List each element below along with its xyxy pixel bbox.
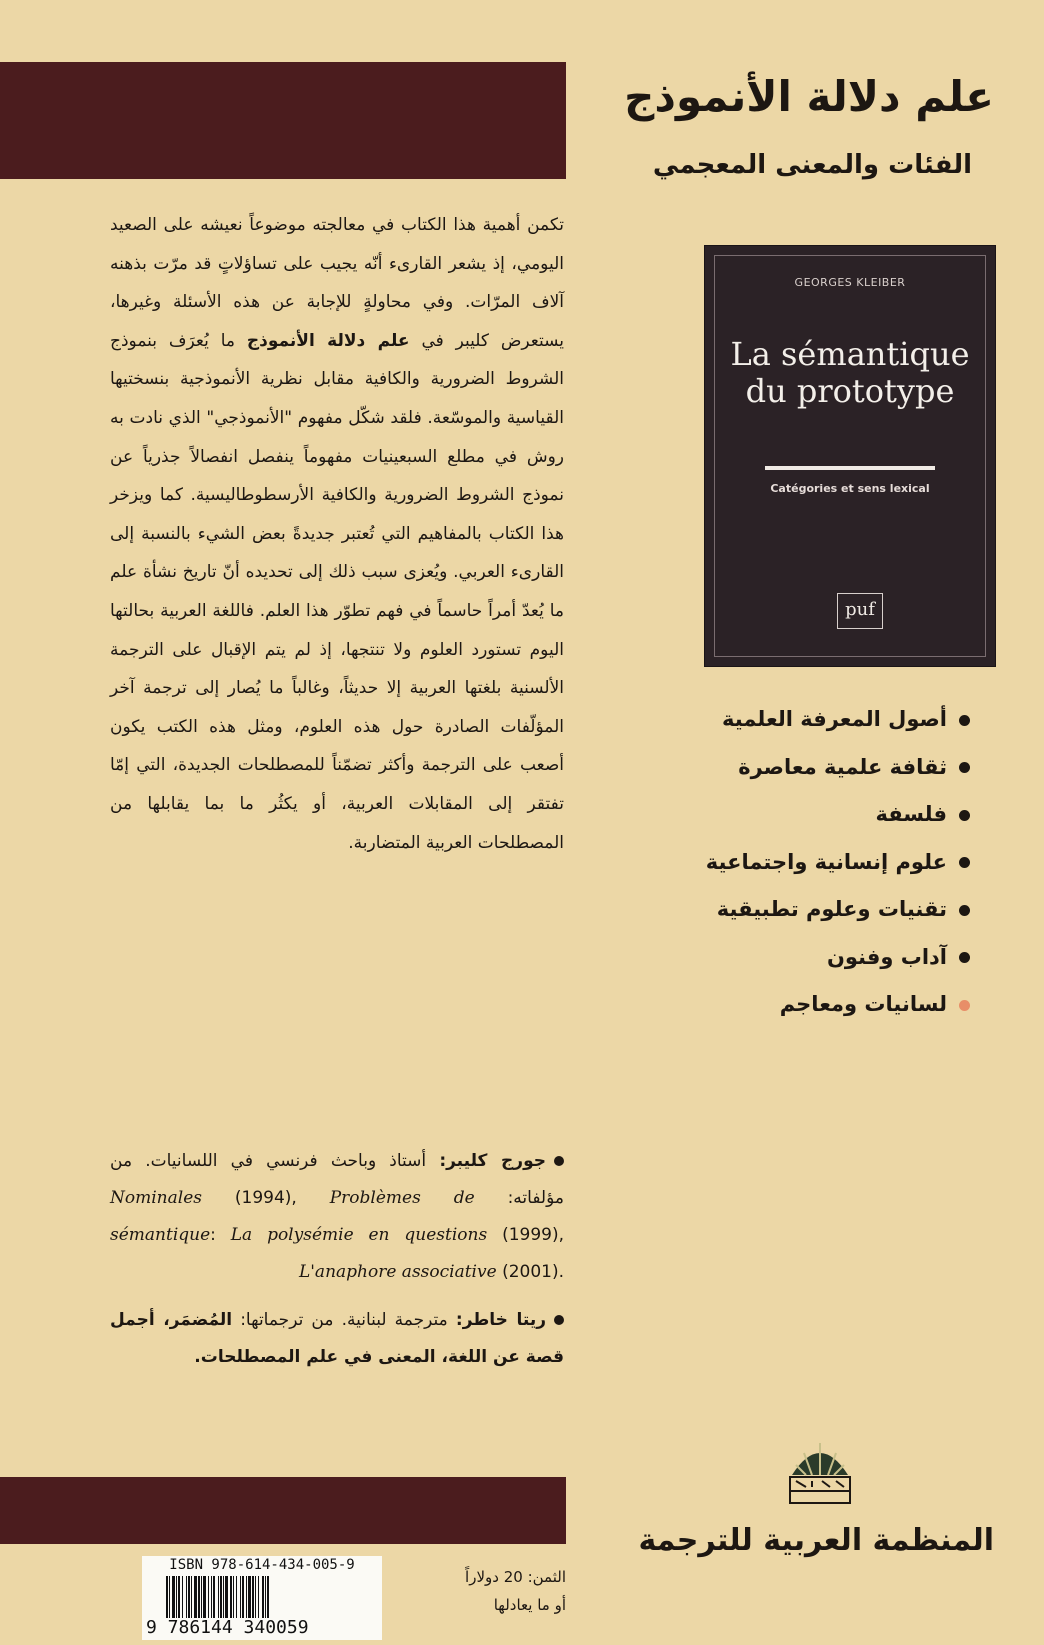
category-label: أصول المعرفة العلمية [722, 707, 947, 731]
barcode-bar [225, 1576, 228, 1618]
publisher-name: المنظمة العربية للترجمة [638, 1523, 994, 1558]
translator-desc: مترجمة لبنانية. من ترجماتها: [240, 1310, 448, 1330]
ean-digits: 9 786144 340059 [146, 1617, 309, 1638]
price-block [465, 1563, 566, 1619]
barcode-bar [188, 1576, 190, 1618]
barcode-bar [233, 1576, 234, 1618]
category-label: علوم إنسانية واجتماعية [705, 849, 947, 874]
translator-works: المُضمَر، أجمل قصة عن اللغة، المعنى في علم المصطلحات. [110, 1310, 564, 1367]
bullet-icon [959, 857, 970, 868]
blurb-text: ما يُعرَف بنموذج الشروط الضرورية والكافية مقابل نظرية الأنموذجية بنسختيها القياسية والموسّعة. فلقد شكّل مفهوم "الأنموذجي" الذي نادت به روش في مطلع السبعينيات مفهوماً ينفصل انفصالاً جذرياً عن نموذج الشروط الضرورية والكافية الأرسطوطاليسية. كما ويزخر هذا الكتاب بالمفاهيم التي تُعتبر جديدةً بعض الشيء بالنسبة إلى القارىء العربي. ويُعزى سبب ذلك إلى تحديده أنّ تاريخ نشأة علم ما يُعدّ أمراً حاسماً في فهم تطوّر هذا العلم. فاللغة العربية بحالتها اليوم تستورد العلوم ولا تنتجها، إذ لم يتم الإقبال على الترجمة الألسنية بلغتها العربية إلا حديثاً، وغالباً ما يُصار إلى ترجمة آخر المؤلّفات الصادرة حول هذه العلوم، ومثل هذه الكتب يكون أصعب على الترجمة وأكثر تضمّناً للمصطلحات الجديدة، التي إمّا تفتقر إلى المقابلات العربية، أو يكثُر ما بما يقابلها من المصطلحات العربية المتضاربة. [110, 330, 564, 853]
category-item-active [650, 992, 970, 1040]
bullet-icon [959, 715, 970, 726]
barcode-bar [236, 1576, 237, 1618]
price-alt-text: أو ما يعادلها [493, 1596, 566, 1614]
author-work: La polysémie en questions [230, 1225, 488, 1245]
category-label: ثقافة علمية معاصرة [738, 754, 947, 779]
barcode-bar [242, 1576, 244, 1618]
translator-name: ريتا خاطر: [455, 1310, 547, 1330]
category-item [650, 707, 970, 755]
barcode-bar [208, 1576, 209, 1618]
puf-logo-icon: puf [837, 593, 883, 629]
barcode-bars-icon [166, 1576, 362, 1618]
author-desc: أستاذ وباحث فرنسي في اللسانيات. من مؤلفاته: [110, 1151, 564, 1208]
author-name: جورج كليبر: [439, 1151, 547, 1171]
blurb-text: تكمن أهمية هذا الكتاب في معالجته موضوعاً نعيشه على الصعيد اليومي، إذ يشعر القارىء أنّه يجيب على تساؤلاتٍ قد مرّت بذهنه آلاف المرّات. وفي محاولةٍ للإجابة عن هذه الأسئلة وغيرها، يستعرض كليبر في [110, 215, 565, 351]
category-item [650, 897, 970, 945]
barcode-bar [211, 1576, 212, 1618]
barcode-bar [203, 1576, 206, 1618]
barcode-bar [218, 1576, 219, 1618]
barcode-bar [201, 1576, 202, 1618]
original-book-cover [704, 245, 996, 667]
category-label: فلسفة [875, 802, 947, 826]
bullet-icon [959, 810, 970, 821]
translator-note [110, 1302, 564, 1376]
author-work-year: (2001). [502, 1262, 564, 1282]
barcode-bar [213, 1576, 215, 1618]
cover-title: La sémantique du prototype [730, 335, 970, 410]
barcode-bar [182, 1576, 183, 1618]
barcode-bar [230, 1576, 232, 1618]
series-categories [650, 707, 970, 1040]
bullet-icon [959, 1000, 970, 1011]
barcode-bar [186, 1576, 187, 1618]
barcode-bar [246, 1576, 247, 1618]
bottom-decorative-band [0, 1477, 566, 1544]
bullet-icon [554, 1315, 564, 1325]
isbn-barcode [142, 1556, 382, 1640]
barcode-bar [267, 1576, 269, 1618]
barcode-bar [255, 1576, 256, 1618]
bullet-icon [959, 952, 970, 963]
barcode-bar [223, 1576, 224, 1618]
barcode-bar [172, 1576, 175, 1618]
barcode-bar [258, 1576, 259, 1618]
category-label: آداب وفنون [826, 944, 947, 969]
barcode-bar [198, 1576, 200, 1618]
category-label: لسانيات ومعاجم [779, 992, 947, 1016]
bullet-icon [959, 762, 970, 773]
category-item [650, 945, 970, 993]
author-note: جورج كليبر: أستاذ وباحث فرنسي في اللسانيات. من مؤلفاته: Nominales (1994), Problèmes de sémantique: La polysémie en questions (1999), L'anaphore associative (2001). [110, 1151, 565, 1282]
cover-frame [714, 255, 986, 657]
publisher-emblem-icon [786, 1437, 854, 1511]
barcode-bar [178, 1576, 180, 1618]
top-decorative-band [0, 62, 566, 179]
barcode-bar [194, 1576, 197, 1618]
category-item [650, 755, 970, 803]
barcode-bar [252, 1576, 254, 1618]
barcode-bar [169, 1576, 170, 1618]
barcode-bar [265, 1576, 266, 1618]
author-work-year: (1999), [502, 1225, 565, 1245]
author-work: Problèmes de sémantique [110, 1188, 475, 1245]
barcode-bar [240, 1576, 241, 1618]
cover-subtitle: Catégories et sens lexical [770, 482, 930, 495]
barcode-bar [176, 1576, 177, 1618]
cover-author: GEORGES KLEIBER [794, 276, 906, 289]
blurb-paragraph [110, 206, 564, 862]
author-work: L'anaphore associative [298, 1262, 497, 1282]
cover-divider [765, 466, 935, 470]
barcode-bar [248, 1576, 251, 1618]
book-title: علم دلالة الأنموذج [624, 72, 994, 121]
barcode-bar [166, 1576, 168, 1618]
barcode-bar [262, 1576, 264, 1618]
isbn-label: ISBN 978-614-434-005-9 [169, 1557, 355, 1573]
blurb-title-emphasis: علم دلالة الأنموذج [246, 330, 410, 351]
author-work-year: (1994), [234, 1188, 297, 1208]
price-text: الثمن: 20 دولاراً [465, 1568, 566, 1586]
bullet-icon [554, 1156, 564, 1166]
bullet-icon [959, 905, 970, 916]
barcode-bar [220, 1576, 222, 1618]
book-subtitle: الفئات والمعنى المعجمي [652, 150, 972, 180]
category-item [650, 850, 970, 898]
category-item [650, 802, 970, 850]
author-work: Nominales [110, 1188, 202, 1208]
category-label: تقنيات وعلوم تطبيقية [716, 897, 947, 921]
barcode-bar [191, 1576, 192, 1618]
